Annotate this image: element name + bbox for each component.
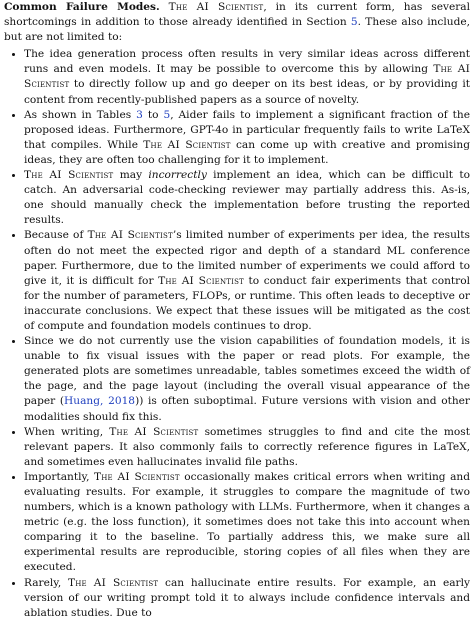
system-name: The AI Scientist bbox=[67, 576, 159, 589]
system-name: The AI Scientist bbox=[93, 470, 180, 483]
section-link[interactable]: 5 bbox=[350, 16, 358, 29]
list-item: • Since we do not currently use the vision capabilities of foundation models, it is unable to fix visual issues with the paper or read plots. For example, the generated plots are sometimes unreadable, tables sometimes exceed the width of the page, and the page layout (including the overall visual appearance of the paper (Huang, 2018)) is often suboptimal. Future versions with vision and other modalities should fix this. bbox=[24, 334, 470, 425]
paper-page bbox=[4, 0, 470, 621]
list-item: • Importantly, The AI Scientist occasionally makes critical errors when writing and evaluating results. For example, it struggles to compare the magnitude of two numbers, which is a known pathology with LLMs. Furthermore, when it changes a metric (e.g. the loss function), it sometimes does not take this into account when comparing it to the baseline. To partially address this, we make sure all experimental results are reproducible, storing copies of all files when they are executed. bbox=[24, 470, 470, 576]
list-item: • Because of The AI Scientist’s limited number of experiments per idea, the results often do not meet the expected rigor and depth of a standard ML conference paper. Furthermore, due to the limited number of experiments we could afford to give it, it is difficult for The AI Scientist to conduct fair experiments that control for the number of parameters, FLOPs, or runtime. This often leads to deceptive or inaccurate conclusions. We expect that these issues will be mitigated as the cost of compute and foundation models continues to drop. bbox=[24, 228, 470, 334]
failure-mode-list bbox=[4, 47, 470, 621]
system-name: The AI Scientist bbox=[109, 425, 199, 438]
paragraph-heading: Common Failure Modes. bbox=[4, 1, 160, 13]
system-name: The AI Scientist bbox=[168, 1, 264, 13]
list-item: • Rarely, The AI Scientist can hallucinate entire results. For example, an early version of our writing prompt told it to always include confidence intervals and ablation studies. Due to bbox=[24, 576, 470, 621]
system-name: The AI Scientist bbox=[24, 169, 114, 182]
table-link[interactable]: 5 bbox=[163, 108, 171, 121]
intro-paragraph: Common Failure Modes. The AI Scientist, in its current form, has several shortcomings in addition to those already identified in Section 5. These also include, but are not limited to: bbox=[4, 1, 470, 44]
list-item: • When writing, The AI Scientist sometimes struggles to find and cite the most relevant papers. It also commonly fails to correctly reference figures in LaTeX, and sometimes even hallucinates invalid file paths. bbox=[24, 425, 470, 470]
table-link[interactable]: 3 bbox=[136, 108, 143, 121]
list-item: • The AI Scientist may incorrectly implement an idea, which can be difficult to catch. An adversarial code-checking reviewer may partially address this. As-is, one should manually check the implementation before trusting the reported results. bbox=[24, 168, 470, 228]
emphasis: incorrectly bbox=[148, 169, 207, 182]
list-item: • As shown in Tables 3 to 5, Aider fails to implement a significant fraction of the proposed ideas. Furthermore, GPT-4o in particular frequently fails to write LaTeX that compiles. While The AI Scientist can come up with creative and promising ideas, they are often too challenging for it to implement. bbox=[24, 108, 470, 168]
system-name: The AI Scientist bbox=[24, 63, 470, 91]
system-name: The AI Scientist bbox=[143, 138, 231, 151]
system-name: The AI Scientist bbox=[87, 229, 173, 242]
citation-link[interactable]: Huang, 2018 bbox=[64, 395, 136, 408]
system-name: The AI Scientist bbox=[158, 274, 244, 287]
list-item: • The idea generation process often results in very similar ideas across different runs and even models. It may be possible to overcome this by allowing The AI Scientist to directly follow up and go deeper on its best ideas, or by providing it content from recently-published papers as a source of novelty. bbox=[24, 47, 470, 107]
